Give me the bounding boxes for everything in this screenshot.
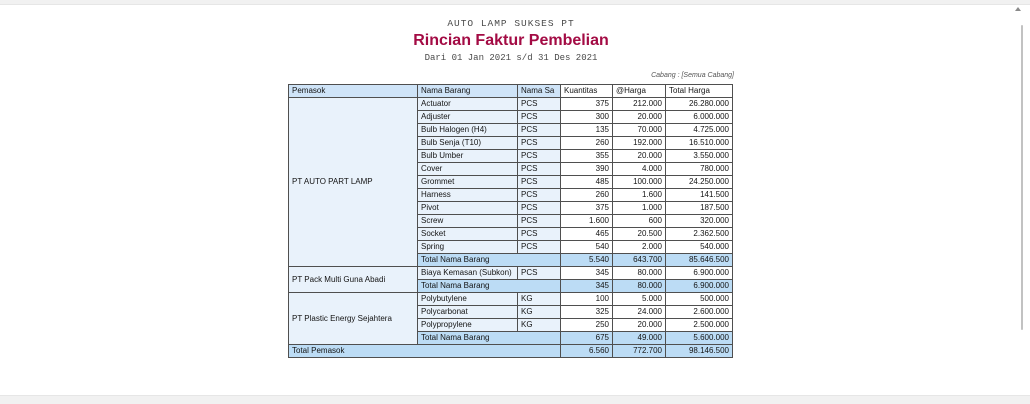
nama-satuan-cell: PCS: [518, 124, 561, 137]
kuantitas-cell: 1.600: [561, 215, 613, 228]
subtotal-kuantitas: 5.540: [561, 254, 613, 267]
item-row: [289, 267, 733, 280]
harga-cell: 20.000: [613, 150, 666, 163]
nama-satuan-cell: PCS: [518, 98, 561, 111]
kuantitas-cell: 375: [561, 98, 613, 111]
total-harga-cell: 320.000: [666, 215, 733, 228]
nama-barang-cell: Cover: [418, 163, 518, 176]
kuantitas-cell: 465: [561, 228, 613, 241]
grand-total-row: [289, 345, 733, 358]
kuantitas-cell: 345: [561, 267, 613, 280]
kuantitas-cell: 260: [561, 137, 613, 150]
nama-satuan-cell: KG: [518, 293, 561, 306]
harga-cell: 192.000: [613, 137, 666, 150]
column-header-2: Nama Sa: [518, 85, 561, 98]
nama-barang-cell: Bulb Senja (T10): [418, 137, 518, 150]
harga-cell: 600: [613, 215, 666, 228]
column-header-3: Kuantitas: [561, 85, 613, 98]
report-table-body: [289, 85, 733, 358]
kuantitas-cell: 300: [561, 111, 613, 124]
harga-cell: 70.000: [613, 124, 666, 137]
total-harga-cell: 187.500: [666, 202, 733, 215]
subtotal-total: 85.646.500: [666, 254, 733, 267]
branch-filter-label: Cabang : [Semua Cabang]: [651, 72, 734, 79]
total-harga-cell: 141.500: [666, 189, 733, 202]
subtotal-label: Total Nama Barang: [418, 280, 561, 293]
total-harga-cell: 16.510.000: [666, 137, 733, 150]
item-row: [289, 98, 733, 111]
nama-barang-cell: Adjuster: [418, 111, 518, 124]
scrollbar-up-arrow-icon[interactable]: [1015, 7, 1021, 11]
nama-barang-cell: Socket: [418, 228, 518, 241]
harga-cell: 20.000: [613, 319, 666, 332]
nama-satuan-cell: PCS: [518, 176, 561, 189]
table-header-row: [289, 85, 733, 98]
column-header-4: @Harga: [613, 85, 666, 98]
nama-barang-cell: Bulb Umber: [418, 150, 518, 163]
subtotal-harga: 80.000: [613, 280, 666, 293]
nama-barang-cell: Pivot: [418, 202, 518, 215]
total-harga-cell: 4.725.000: [666, 124, 733, 137]
nama-satuan-cell: PCS: [518, 215, 561, 228]
total-harga-cell: 24.250.000: [666, 176, 733, 189]
nama-barang-cell: Polypropylene: [418, 319, 518, 332]
nama-barang-cell: Bulb Halogen (H4): [418, 124, 518, 137]
pemasok-cell: PT AUTO PART LAMP: [289, 98, 418, 267]
harga-cell: 100.000: [613, 176, 666, 189]
total-harga-cell: 26.280.000: [666, 98, 733, 111]
nama-barang-cell: Grommet: [418, 176, 518, 189]
total-harga-cell: 780.000: [666, 163, 733, 176]
subtotal-kuantitas: 675: [561, 332, 613, 345]
kuantitas-cell: 260: [561, 189, 613, 202]
kuantitas-cell: 540: [561, 241, 613, 254]
grand-total-label: Total Pemasok: [289, 345, 561, 358]
nama-satuan-cell: KG: [518, 319, 561, 332]
scrollbar-thumb[interactable]: [1021, 25, 1023, 330]
total-harga-cell: 2.362.500: [666, 228, 733, 241]
grand-total-harga: 772.700: [613, 345, 666, 358]
nama-satuan-cell: PCS: [518, 267, 561, 280]
company-name: AUTO LAMP SUKSES PT: [447, 18, 575, 29]
harga-cell: 2.000: [613, 241, 666, 254]
total-harga-cell: 6.000.000: [666, 111, 733, 124]
kuantitas-cell: 250: [561, 319, 613, 332]
harga-cell: 1.000: [613, 202, 666, 215]
nama-barang-cell: Biaya Kemasan (Subkon): [418, 267, 518, 280]
nama-barang-cell: Screw: [418, 215, 518, 228]
subtotal-total: 5.600.000: [666, 332, 733, 345]
total-harga-cell: 2.600.000: [666, 306, 733, 319]
pemasok-cell: PT Pack Multi Guna Abadi: [289, 267, 418, 293]
kuantitas-cell: 485: [561, 176, 613, 189]
nama-satuan-cell: PCS: [518, 241, 561, 254]
column-header-1: Nama Barang: [418, 85, 518, 98]
kuantitas-cell: 100: [561, 293, 613, 306]
nama-barang-cell: Polybutylene: [418, 293, 518, 306]
nama-satuan-cell: PCS: [518, 111, 561, 124]
harga-cell: 4.000: [613, 163, 666, 176]
total-harga-cell: 2.500.000: [666, 319, 733, 332]
grand-total-total: 98.146.500: [666, 345, 733, 358]
nama-barang-cell: Harness: [418, 189, 518, 202]
harga-cell: 5.000: [613, 293, 666, 306]
total-harga-cell: 540.000: [666, 241, 733, 254]
report-period: Dari 01 Jan 2021 s/d 31 Des 2021: [424, 53, 598, 63]
subtotal-label: Total Nama Barang: [418, 254, 561, 267]
top-chrome-strip: [0, 0, 1030, 5]
kuantitas-cell: 375: [561, 202, 613, 215]
subtotal-kuantitas: 345: [561, 280, 613, 293]
column-header-0: Pemasok: [289, 85, 418, 98]
kuantitas-cell: 355: [561, 150, 613, 163]
column-header-5: Total Harga: [666, 85, 733, 98]
harga-cell: 20.500: [613, 228, 666, 241]
harga-cell: 80.000: [613, 267, 666, 280]
nama-satuan-cell: PCS: [518, 228, 561, 241]
total-harga-cell: 6.900.000: [666, 267, 733, 280]
subtotal-total: 6.900.000: [666, 280, 733, 293]
pemasok-cell: PT Plastic Energy Sejahtera: [289, 293, 418, 345]
total-harga-cell: 500.000: [666, 293, 733, 306]
grand-total-kuantitas: 6.560: [561, 345, 613, 358]
nama-barang-cell: Polycarbonat: [418, 306, 518, 319]
nama-satuan-cell: PCS: [518, 150, 561, 163]
nama-satuan-cell: PCS: [518, 163, 561, 176]
nama-satuan-cell: KG: [518, 306, 561, 319]
kuantitas-cell: 135: [561, 124, 613, 137]
harga-cell: 212.000: [613, 98, 666, 111]
nama-satuan-cell: PCS: [518, 137, 561, 150]
nama-barang-cell: Spring: [418, 241, 518, 254]
nama-satuan-cell: PCS: [518, 202, 561, 215]
kuantitas-cell: 390: [561, 163, 613, 176]
harga-cell: 1.600: [613, 189, 666, 202]
subtotal-label: Total Nama Barang: [418, 332, 561, 345]
total-harga-cell: 3.550.000: [666, 150, 733, 163]
nama-barang-cell: Actuator: [418, 98, 518, 111]
purchase-invoice-table: [288, 84, 733, 358]
kuantitas-cell: 325: [561, 306, 613, 319]
harga-cell: 24.000: [613, 306, 666, 319]
harga-cell: 20.000: [613, 111, 666, 124]
report-title: Rincian Faktur Pembelian: [413, 32, 609, 49]
subtotal-harga: 643.700: [613, 254, 666, 267]
bottom-chrome-strip: [0, 395, 1030, 404]
subtotal-harga: 49.000: [613, 332, 666, 345]
report-page: [288, 18, 734, 358]
item-row: [289, 293, 733, 306]
nama-satuan-cell: PCS: [518, 189, 561, 202]
